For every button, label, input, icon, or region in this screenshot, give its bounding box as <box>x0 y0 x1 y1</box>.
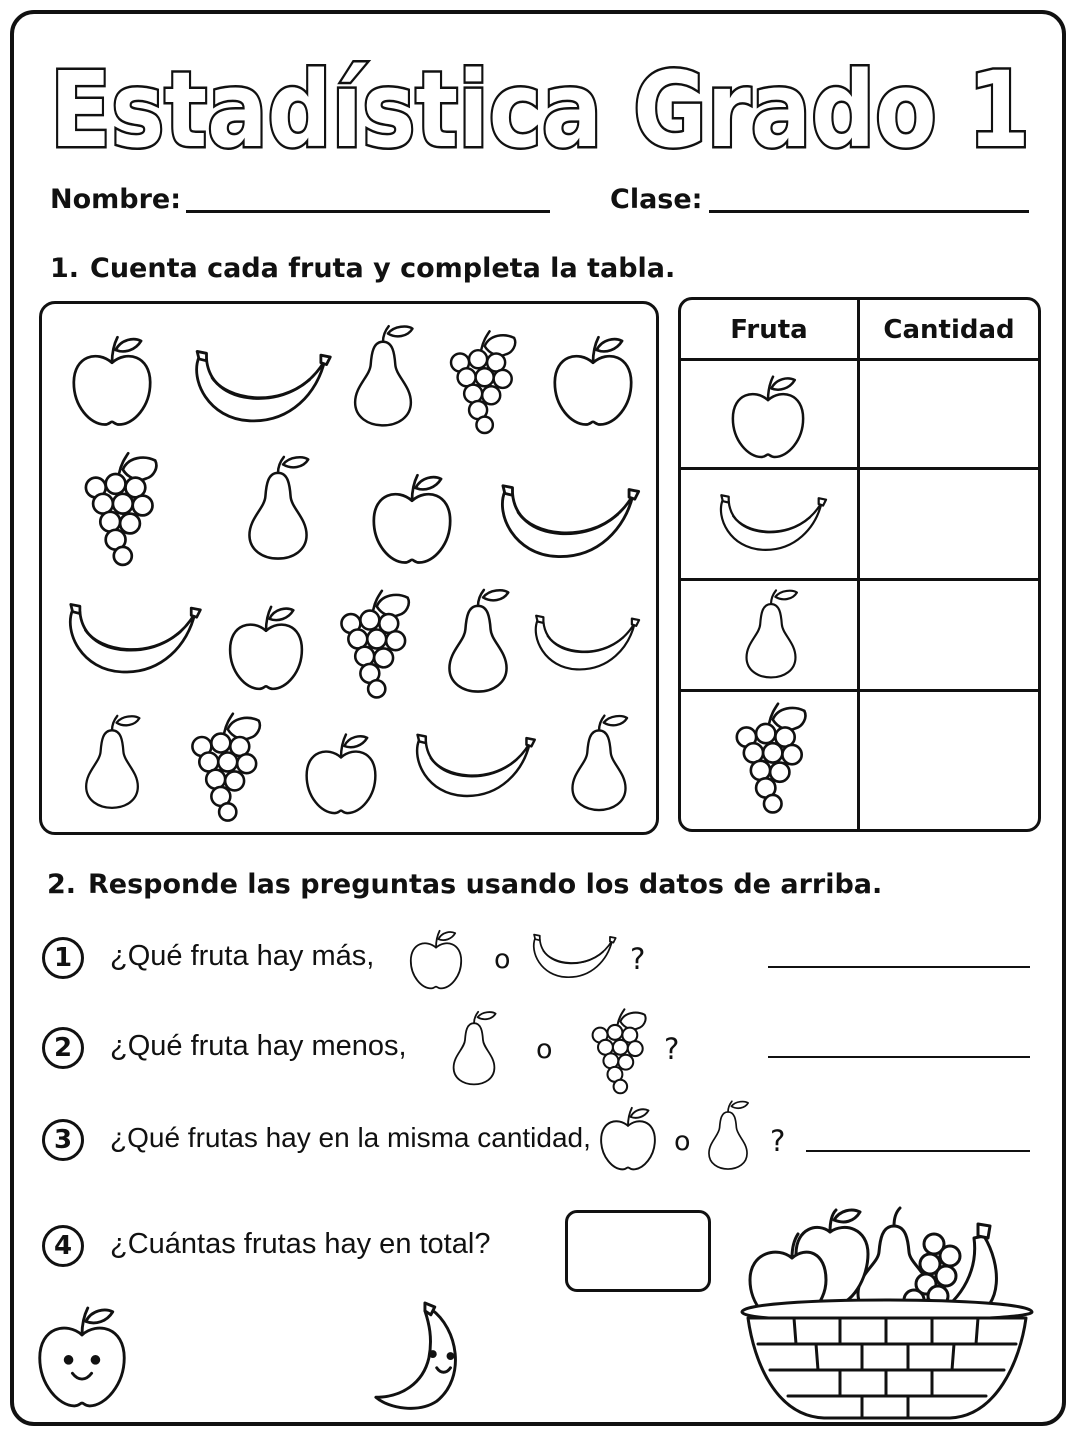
question-text: ¿Qué fruta hay menos, <box>110 1030 407 1062</box>
quantity-cell-pear[interactable] <box>861 581 1038 689</box>
apple-icon <box>366 468 458 568</box>
question-text: ¿Qué frutas hay en la misma cantidad, <box>110 1122 591 1153</box>
question-text: ¿Qué fruta hay más, <box>110 940 375 972</box>
apple-icon <box>298 728 384 818</box>
banana-icon <box>184 344 334 432</box>
pear-icon <box>735 588 807 682</box>
pear-icon <box>342 318 424 436</box>
question-mark: ? <box>664 1032 680 1066</box>
fruit-counting-grid <box>39 301 659 835</box>
name-field[interactable] <box>186 210 550 213</box>
class-field[interactable] <box>709 210 1029 213</box>
quantity-cell-grapes[interactable] <box>861 692 1038 832</box>
pear-icon <box>236 450 320 568</box>
section2-instruction: Responde las preguntas usando los datos de arriba. <box>88 869 883 900</box>
banana-icon <box>526 926 618 988</box>
grapes-icon <box>727 702 815 816</box>
tally-table <box>678 297 1041 832</box>
conjunction: o <box>674 1126 691 1157</box>
svg-text:Estadística Grado 1: Estadística Grado 1 <box>50 49 1030 168</box>
question-number: 1 <box>42 937 84 979</box>
smiling-banana-icon <box>368 1298 476 1418</box>
smiling-apple-icon <box>34 1300 130 1412</box>
apple-icon <box>725 370 811 462</box>
pear-icon <box>74 708 150 818</box>
answer-line[interactable] <box>768 1056 1030 1058</box>
apple-icon <box>596 1102 660 1174</box>
class-label: Clase: <box>610 184 703 215</box>
pear-icon <box>700 1096 756 1176</box>
name-label: Nombre: <box>50 184 182 215</box>
grapes-icon <box>442 324 524 442</box>
apple-icon <box>66 330 158 430</box>
apple-icon <box>547 330 639 430</box>
question-number: 3 <box>42 1119 84 1161</box>
fruit-basket-icon <box>734 1206 1040 1422</box>
table-header-fruit: Fruta <box>730 315 808 345</box>
pear-icon <box>444 1008 504 1090</box>
banana-icon <box>488 480 644 566</box>
pear-icon <box>560 708 638 820</box>
quantity-cell-banana[interactable] <box>861 470 1038 578</box>
question-number: 4 <box>42 1225 84 1267</box>
section1-instruction: Cuenta cada fruta y completa la tabla. <box>90 253 676 284</box>
grapes-icon <box>332 586 418 704</box>
answer-line[interactable] <box>768 966 1030 968</box>
pear-icon <box>436 586 520 698</box>
apple-icon <box>220 600 312 694</box>
answer-line[interactable] <box>806 1150 1030 1152</box>
grapes-icon <box>76 448 166 572</box>
apple-icon <box>404 926 468 992</box>
table-divider <box>857 300 860 829</box>
banana-icon <box>406 726 538 808</box>
question-mark: ? <box>770 1124 786 1158</box>
section2-number: 2. <box>47 869 77 900</box>
total-answer-box[interactable] <box>565 1210 711 1292</box>
question-mark: ? <box>630 942 646 976</box>
question-number: 2 <box>42 1027 84 1069</box>
table-header-quantity: Cantidad <box>883 315 1015 345</box>
banana-icon <box>58 596 204 684</box>
grapes-icon <box>584 1008 654 1096</box>
conjunction: o <box>494 944 511 975</box>
grapes-icon <box>182 712 270 824</box>
page-title <box>0 38 1080 168</box>
banana-icon <box>526 604 642 684</box>
conjunction: o <box>536 1034 553 1065</box>
question-text: ¿Cuántas frutas hay en total? <box>110 1228 491 1260</box>
quantity-cell-apple[interactable] <box>861 361 1038 467</box>
section1-number: 1. <box>50 253 80 284</box>
banana-icon <box>711 488 829 560</box>
